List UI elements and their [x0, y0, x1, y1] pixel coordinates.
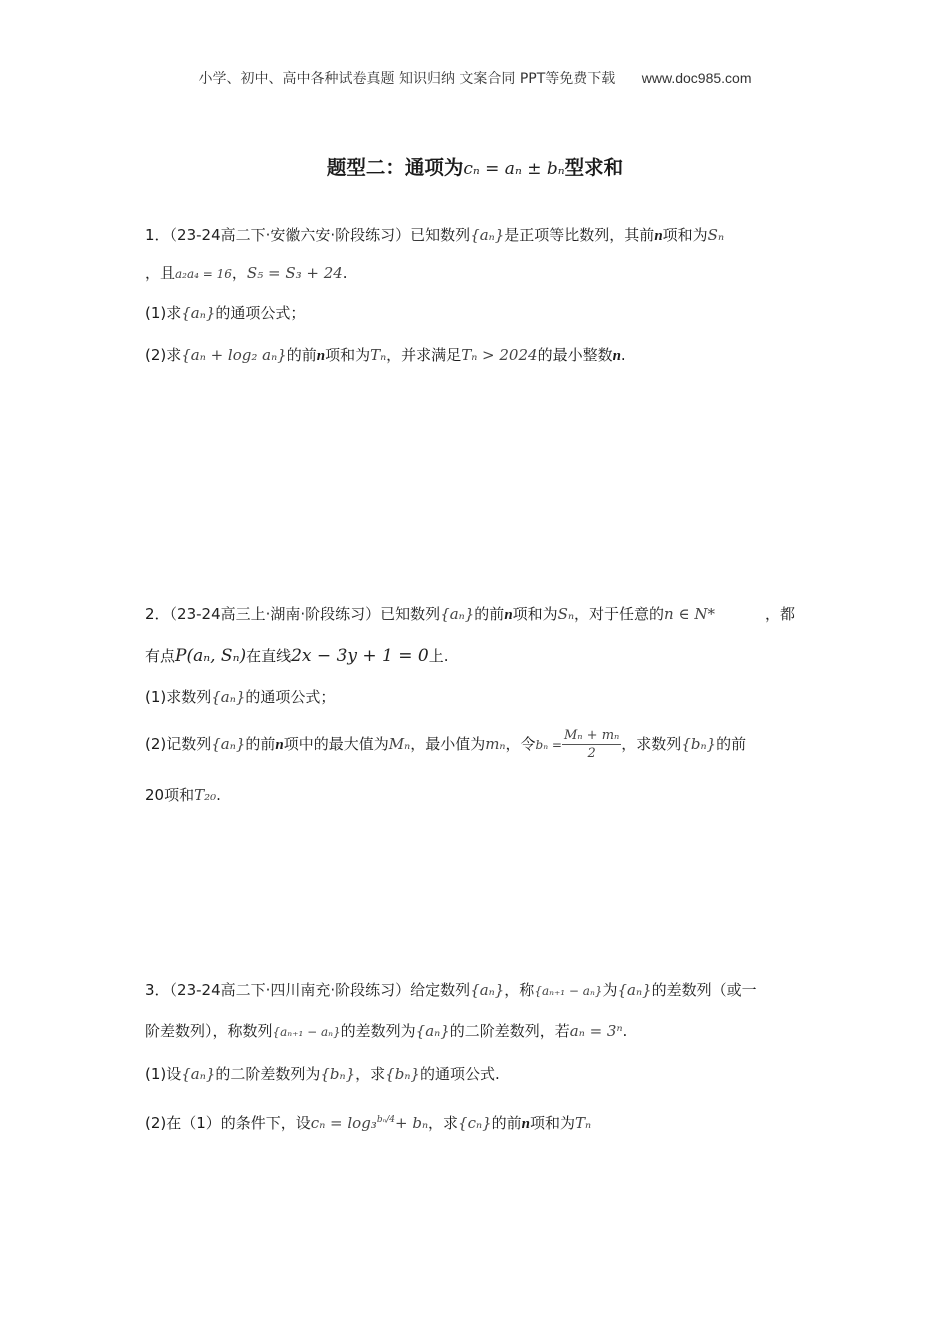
- question-label: (2)求: [145, 346, 182, 364]
- text: .: [342, 264, 348, 282]
- text: ，: [231, 264, 247, 282]
- problem-source: （23-24高二下·四川南充·阶段练习）: [169, 981, 411, 999]
- math: aₙ = 3ⁿ: [569, 1022, 623, 1040]
- text: 是正项等比数列，其前: [504, 226, 655, 244]
- problem-1-question-1: [145, 302, 305, 323]
- text: 的前: [491, 1114, 522, 1132]
- text: ，令: [505, 735, 536, 753]
- text: 的二阶差数列，若: [449, 1022, 570, 1040]
- question-label: (2)记数列: [145, 735, 212, 753]
- problem-3-line-2: [145, 1020, 627, 1041]
- math: a₂a₄ = 16: [175, 267, 232, 281]
- math: {bₙ}: [681, 735, 717, 753]
- text: 给定数列: [410, 981, 471, 999]
- math: {aₙ + log₂ aₙ}: [181, 346, 287, 364]
- text: ，求数列: [621, 735, 682, 753]
- title-suffix: 型求和: [564, 156, 624, 179]
- math-n: n: [521, 1116, 530, 1132]
- problem-1-question-2: [145, 344, 626, 365]
- title-prefix: 题型二：通项为: [326, 156, 464, 179]
- text: 项和为: [325, 346, 371, 364]
- text: 的最小整数: [537, 346, 613, 364]
- math: {cₙ}: [458, 1114, 492, 1132]
- text: 已知数列: [410, 226, 471, 244]
- question-label: (1)求: [145, 304, 182, 322]
- text: 项中的最大值为: [283, 735, 389, 753]
- text: 20项和: [145, 786, 195, 804]
- problem-2-line-1: [145, 603, 715, 624]
- problem-source: （23-24高二下·安徽六安·阶段练习）: [169, 226, 411, 244]
- math: n ∈ N*: [664, 605, 715, 623]
- math: P(aₙ, Sₙ): [175, 646, 247, 666]
- text: 项和为: [529, 1114, 575, 1132]
- text: .: [216, 786, 221, 804]
- text: ，求: [428, 1114, 459, 1132]
- math-n: n: [275, 737, 284, 753]
- text: ，称: [504, 981, 535, 999]
- text: 的差数列为: [340, 1022, 416, 1040]
- header-text: 小学、初中、高中各种试卷真题 知识归纳 文案合同 PPT等免费下载: [198, 71, 616, 87]
- problem-number: 1．: [145, 226, 170, 244]
- math: 2x − 3y + 1 = 0: [291, 646, 429, 666]
- math-n: n: [316, 348, 326, 364]
- math: {aₙ}: [470, 981, 505, 999]
- text: 项和为: [662, 226, 708, 244]
- page-header: [0, 68, 950, 88]
- math: Tₙ: [575, 1114, 592, 1132]
- problem-1-line-1: [145, 224, 724, 245]
- problem-source: （23-24高三上·湖南·阶段练习）: [169, 605, 381, 623]
- math: {aₙ₊₁ − aₙ}: [272, 1025, 341, 1039]
- problem-number: 2．: [145, 605, 170, 623]
- math: Tₙ > 2024: [461, 346, 538, 364]
- math: S₅ = S₃ + 24: [246, 264, 343, 282]
- math: {aₙ}: [211, 688, 246, 706]
- text: 上.: [428, 647, 449, 665]
- math: Sₙ: [557, 605, 575, 623]
- text: 的前: [474, 605, 505, 623]
- math: {aₙ}: [211, 735, 246, 753]
- math: {aₙ}: [440, 605, 475, 623]
- fraction-numerator: Mₙ + mₙ: [563, 728, 620, 743]
- problem-number: 3．: [145, 981, 170, 999]
- math: Sₙ: [707, 226, 725, 244]
- math: {aₙ}: [181, 1065, 216, 1083]
- title-formula: cₙ = aₙ ± bₙ: [463, 159, 565, 179]
- text: 的差数列（或一: [651, 981, 757, 999]
- math: T₂₀: [194, 786, 217, 804]
- problem-2-question-2-line-2: [145, 784, 221, 805]
- page-title: [0, 152, 950, 180]
- text: ，求: [355, 1065, 386, 1083]
- text: ，最小值为: [410, 735, 486, 753]
- fraction-denominator: 2: [587, 746, 596, 761]
- math: {aₙ}: [181, 304, 216, 322]
- text: ，并求满足: [386, 346, 462, 364]
- text: 项和为: [512, 605, 558, 623]
- question-label: (1)求数列: [145, 688, 212, 706]
- text: .: [620, 346, 626, 364]
- text: 的前: [286, 346, 317, 364]
- text: 的通项公式；: [245, 688, 336, 706]
- math: {aₙ₊₁ − aₙ}: [534, 984, 603, 998]
- text: 的二阶差数列为: [215, 1065, 321, 1083]
- question-label: (2)在（1）的条件下，设: [145, 1114, 311, 1132]
- math: {bₙ}: [320, 1065, 356, 1083]
- math: {aₙ}: [415, 1022, 450, 1040]
- math-n: n: [654, 228, 663, 244]
- fraction: [562, 728, 621, 761]
- text: 为: [602, 981, 618, 999]
- question-label: (1)设: [145, 1065, 182, 1083]
- math: Mₙ: [388, 735, 411, 753]
- text: 已知数列: [380, 605, 441, 623]
- math: {aₙ}: [617, 981, 652, 999]
- math-superscript: bₙ/4: [376, 1115, 395, 1125]
- problem-2-line-2: [145, 645, 449, 666]
- text: 的前: [716, 735, 747, 753]
- math: + bₙ: [395, 1114, 429, 1132]
- text: 阶差数列），称数列: [145, 1022, 273, 1040]
- text: ，且: [145, 264, 176, 282]
- text: 的前: [245, 735, 276, 753]
- text: 在直线: [246, 647, 292, 665]
- header-url[interactable]: www.doc985.com: [641, 70, 752, 86]
- math: {bₙ}: [385, 1065, 420, 1083]
- problem-1-line-2: [145, 262, 348, 283]
- problem-3-question-2: [145, 1112, 591, 1133]
- text: 有点: [145, 647, 176, 665]
- math: bₙ =: [535, 738, 562, 752]
- math: {aₙ}: [470, 226, 505, 244]
- math: cₙ = log₃: [310, 1114, 377, 1132]
- math-n: n: [504, 607, 513, 623]
- problem-2-question-2: [145, 728, 746, 761]
- problem-3-line-1: [145, 979, 757, 1000]
- text: 的通项公式；: [215, 304, 306, 322]
- math: Tₙ: [370, 346, 387, 364]
- problem-2-question-1: [145, 686, 335, 707]
- text: ，都: [765, 605, 796, 623]
- text: 的通项公式.: [419, 1065, 500, 1083]
- problem-2-line-1-tail: [765, 603, 795, 624]
- text: .: [622, 1022, 628, 1040]
- math-n: n: [612, 348, 621, 364]
- math: mₙ: [485, 735, 506, 753]
- problem-3-question-1: [145, 1063, 500, 1084]
- text: ，对于任意的: [574, 605, 665, 623]
